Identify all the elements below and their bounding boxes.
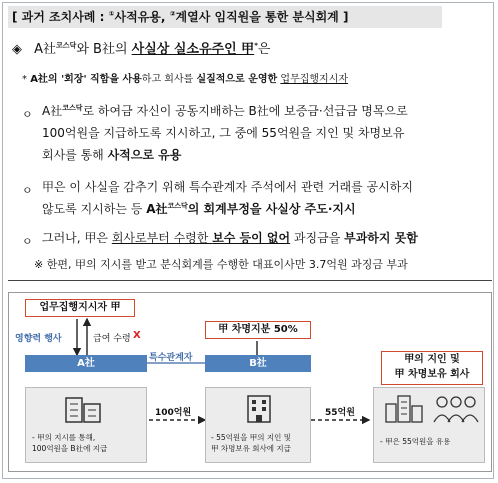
item-1-line2: 100억원을 지급하도록 지시하고, 그 중에 55억원을 지인 및 차명보유 — [42, 126, 405, 140]
a-company-text — [32, 432, 144, 454]
friend-company-text — [380, 436, 484, 447]
divider — [8, 280, 492, 281]
footnote-underlined: 업무집행지시자 — [280, 74, 349, 85]
b-text-line2: 甲 차명보유 회사에 지급 — [211, 444, 291, 453]
friend-company-box — [373, 387, 485, 463]
building-icon — [64, 394, 104, 424]
item-1-line3a: 회사를 통해 — [42, 148, 108, 162]
footnote-mid-1: 하고 회사를 — [141, 74, 197, 85]
stake-box: 甲 차명지분 50% — [205, 321, 311, 339]
red-x-mark: X — [133, 330, 141, 341]
heading-mid: 와 B社의 — [76, 42, 132, 57]
item-1-a: A社 — [42, 104, 63, 118]
heading-a-company: A社 — [34, 42, 57, 57]
title-misuse: 사적유용, — [114, 10, 170, 24]
item-1-sup: 코스닥 — [62, 104, 83, 112]
amount-55: 55억원 — [325, 408, 355, 418]
title-prefix: [ 과거 조치사례 : — [12, 10, 109, 24]
section-title — [8, 6, 442, 28]
a-company-box — [25, 387, 147, 463]
item-2-a-company: A社 — [146, 202, 168, 216]
people-icon — [432, 394, 480, 424]
heading-emphasis: 사실상 실소유주인 甲 — [131, 42, 255, 57]
title-circle-2: ② — [169, 10, 176, 18]
asterisk-mark: * — [254, 41, 258, 50]
related-party-label: 특수관계자 — [149, 353, 193, 363]
item-3-a: 그러나, 甲은 — [42, 231, 112, 245]
item-3-bullet: ㅇ — [22, 235, 33, 248]
friend-box-line1: 甲의 지인 및 — [404, 354, 460, 365]
city-icon — [384, 394, 424, 424]
item-3 — [42, 227, 482, 249]
a-text-line2: 100억원을 B社에 지급 — [32, 444, 108, 453]
item-2-line1: 甲은 이 사실을 감추기 위해 특수관계자 주석에서 관련 거래를 공시하지 — [42, 180, 413, 194]
amount-100: 100억원 — [155, 408, 192, 418]
note-text: 한편, 甲의 지시를 받고 분식회계를 수행한 대표이사만 3.7억원 과징금 부과 — [43, 258, 408, 271]
b-company-bar: B社 — [205, 355, 311, 372]
footnote-bold-2: 실질적으로 운영한 — [196, 74, 278, 85]
director-box: 업무집행지시자 甲 — [25, 299, 135, 317]
c-text-line1: - 甲은 55억원을 유용 — [380, 437, 451, 446]
item-2-sup: 코스닥 — [167, 202, 188, 210]
item-2-line2a: 않도록 지시하는 등 — [42, 202, 147, 216]
b-company-box — [205, 387, 311, 463]
diamond-bullet-icon: ◈ — [12, 42, 22, 57]
footnote-star: * — [22, 74, 31, 85]
item-1-line3b: 사적으로 유용 — [107, 148, 182, 162]
item-3-d: 과징금을 — [290, 231, 345, 245]
item-1-bullet: ㅇ — [22, 108, 33, 121]
item-3-c: 보수 등이 없어 — [212, 231, 291, 245]
item-1-line1: 로 하여금 자신이 공동지배하는 B社에 보증금·선급금 명목으로 — [82, 104, 408, 118]
note — [34, 256, 408, 272]
heading — [12, 38, 270, 57]
b-company-text — [211, 432, 311, 454]
footnote-bold-1: A社의 '회장' 직함을 사용 — [30, 74, 142, 85]
influence-label: 영향력 행사 — [15, 334, 62, 344]
item-3-e: 부과하지 못함 — [344, 231, 418, 245]
footnote — [22, 70, 348, 85]
friend-box — [381, 351, 483, 385]
item-3-b: 회사로부터 수령한 — [111, 231, 213, 245]
office-tower-icon — [244, 394, 274, 424]
item-2 — [42, 176, 482, 220]
b-text-line1: - 55억원을 甲의 지인 및 — [211, 433, 292, 442]
flow-diagram — [8, 292, 492, 472]
note-mark: ※ — [34, 258, 44, 271]
heading-end: 은 — [257, 42, 271, 57]
item-1 — [42, 100, 482, 166]
item-2-bullet: ㅇ — [22, 184, 33, 197]
item-2-line2c: 의 회계부정을 사실상 주도·지시 — [187, 202, 356, 216]
a-text-line1: - 甲의 지시를 통해, — [32, 433, 96, 442]
title-fraud: 계열사 임직원을 통한 분식회계 ] — [175, 10, 349, 24]
friend-box-line2: 甲 차명보유 회사 — [394, 369, 470, 380]
title-circle-1: ① — [108, 10, 115, 18]
kosdaq-tag: 코스닥 — [56, 41, 77, 50]
pay-label: 급여 수령 — [93, 334, 131, 344]
a-company-bar: A社 — [25, 355, 147, 372]
